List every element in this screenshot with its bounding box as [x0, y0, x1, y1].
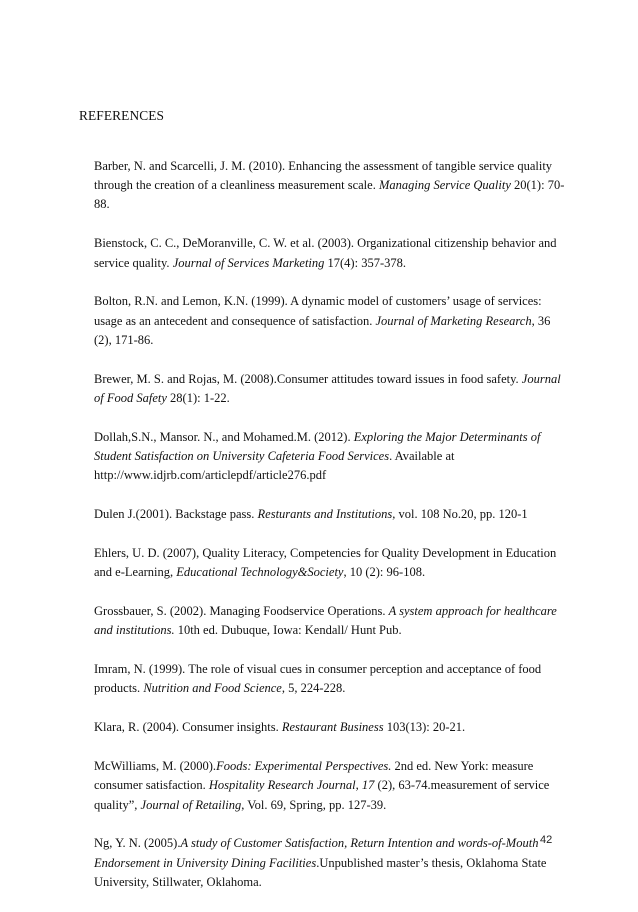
reference-text: vol. 108 No.20, pp. 120-1 — [395, 507, 528, 522]
reference-italic-text: Restaurant Business — [281, 720, 384, 735]
reference-text: McWilliams, M. (2000). — [94, 759, 217, 774]
page-number: 42 — [540, 834, 553, 846]
reference-italic-text: Exploring the Major Determinants of Student Satisfaction on University Cafeteria Food Services — [94, 429, 541, 463]
references-heading: REFERENCES — [79, 108, 165, 123]
reference-text: . Available at http://www.idjrb.com/articlepdf/article276.pdf — [94, 448, 455, 483]
reference-italic-text: Foods: Experimental Perspectives. — [216, 759, 392, 774]
reference-italic-text: Resturants and Institutions, — [257, 507, 396, 522]
reference-text: Barber, N. and Scarcelli, J. M. (2010). Enhancing the assessment of tangible service quality through the creation of a cleanliness measurement scale. — [94, 159, 553, 193]
reference-entry — [94, 757, 568, 815]
reference-text: Ehlers, U. D. (2007), Quality Literacy, Competencies for Quality Development in Education and e-Learning, — [94, 545, 557, 580]
reference-text: Bienstock, C. C., DeMoranville, C. W. et al. (2003). Organizational citizenship behavior and service quality. — [94, 236, 557, 270]
reference-italic-text: Journal of Food Safety — [94, 371, 561, 405]
reference-italic-text: A system approach for healthcare and institutions. — [94, 604, 557, 638]
reference-text: Dollah,S.N., Mansor. N., and Mohamed.M. (2012). — [94, 429, 354, 444]
reference-entry — [94, 292, 568, 350]
reference-text: , Vol. 69, Spring, pp. 127-39. — [241, 797, 387, 812]
reference-text: Grossbauer, S. (2002). Managing Foodservice Operations. — [94, 604, 389, 619]
reference-entry — [94, 157, 568, 215]
reference-italic-text: Managing Service Quality — [378, 178, 511, 193]
reference-italic-text: Journal of Retailing — [140, 797, 242, 812]
reference-text: Brewer, M. S. and Rojas, M. (2008).Consumer attitudes toward issues in food safety. — [94, 371, 522, 386]
reference-entry — [94, 602, 568, 640]
reference-text: (2), 63-74.measurement of service quality”, — [94, 778, 550, 812]
reference-text: Klara, R. (2004). Consumer insights. — [94, 720, 282, 735]
reference-italic-text: Hospitality Research Journal, 17 — [208, 778, 375, 793]
reference-text: Ng, Y. N. (2005). — [94, 836, 181, 851]
reference-text: 2nd ed. New York: measure consumer satisfaction. — [94, 759, 534, 793]
reference-entry — [94, 660, 568, 698]
reference-entry — [94, 234, 568, 272]
reference-text: .Unpublished master’s thesis, Oklahoma State University, Stillwater, Oklahoma. — [94, 855, 547, 889]
reference-entry — [94, 505, 568, 524]
reference-entry — [94, 544, 568, 582]
reference-entry — [94, 428, 568, 486]
reference-entry — [94, 834, 568, 892]
reference-entry — [94, 370, 568, 408]
reference-list — [94, 157, 568, 912]
reference-text: , 5, 224-228. — [281, 681, 346, 696]
reference-italic-text: Journal of Marketing Research — [375, 313, 532, 328]
reference-text: Dulen J.(2001). Backstage pass. — [94, 507, 258, 522]
reference-entry — [94, 718, 568, 737]
reference-text: 17(4): 357-378. — [324, 255, 406, 270]
reference-text: 103(13): 20-21. — [383, 720, 466, 735]
reference-italic-text: Nutrition and Food Science — [143, 681, 282, 696]
reference-text: Imram, N. (1999). The role of visual cues in consumer perception and acceptance of food products. — [94, 662, 542, 696]
reference-text: , 10 (2): 96-108. — [343, 565, 426, 580]
reference-italic-text: Journal of Services Marketing — [172, 255, 325, 270]
reference-italic-text: A study of Customer Satisfaction, Return Intention and words-of-Mouth Endorsement in University Dining Facilities — [94, 836, 539, 870]
reference-text: Bolton, R.N. and Lemon, K.N. (1999). A dynamic model of customers’ usage of services: usage as an antecedent and consequence of satisfaction. — [94, 294, 542, 328]
reference-italic-text: Educational Technology&Society — [176, 565, 344, 580]
reference-text: , 36 (2), 171-86. — [94, 313, 551, 347]
reference-text: 10th ed. Dubuque, Iowa: Kendall/ Hunt Pub. — [174, 623, 402, 638]
reference-text: 20(1): 70-88. — [94, 178, 565, 212]
reference-text: 28(1): 1-22. — [166, 390, 230, 405]
